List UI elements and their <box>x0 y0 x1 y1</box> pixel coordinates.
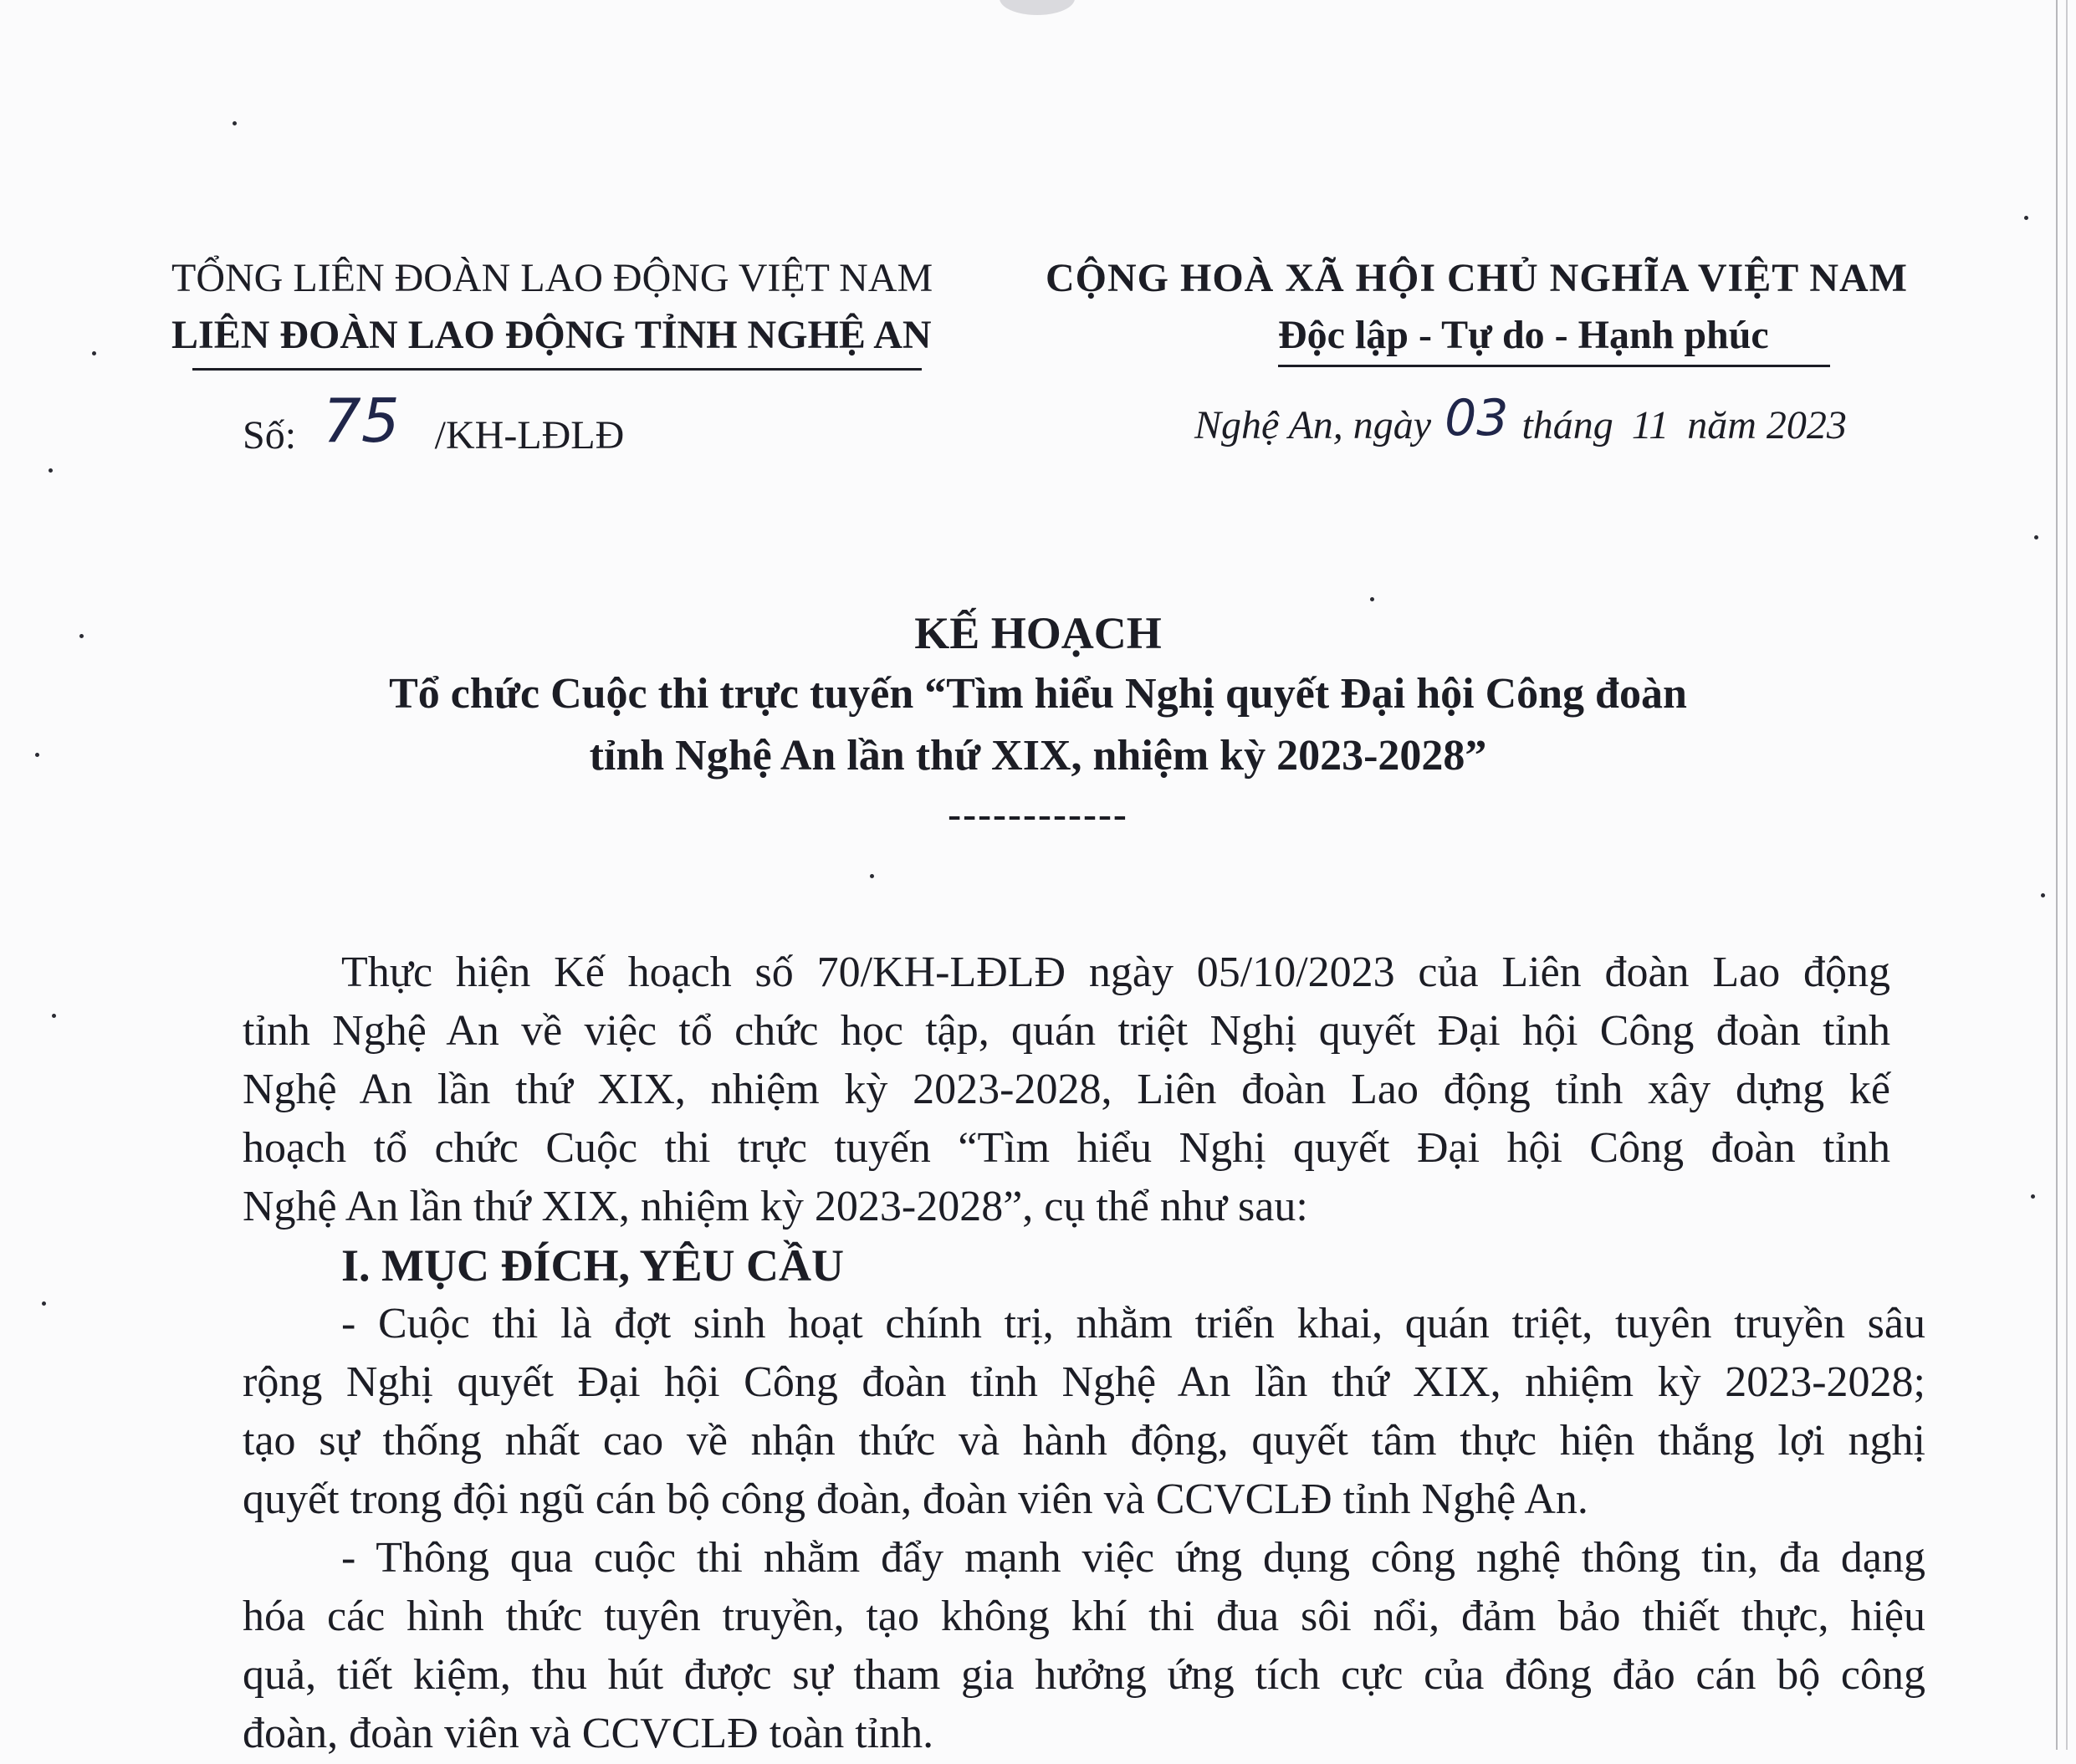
intro-line-5: Nghệ An lần thứ XIX, nhiệm kỳ 2023-2028”, cụ thể như sau: <box>243 1183 1308 1230</box>
bullet1-line-1: - Cuộc thi là đợt sinh hoạt chính trị, nhằm triển khai, quán triệt, tuyên truyền sâu <box>341 1300 1925 1347</box>
scan-speck <box>2024 216 2028 220</box>
doc-number-suffix: /KH-LĐLĐ <box>434 413 625 458</box>
intro-line-3: Nghệ An lần thứ XIX, nhiệm kỳ 2023-2028, Liên đoàn Lao động tỉnh xây dựng kế <box>243 1066 1890 1113</box>
scan-speck <box>35 753 39 757</box>
scan-speck <box>42 1301 46 1306</box>
document-subtitle-line1: Tổ chức Cuộc thi trực tuyến “Tìm hiểu Nghị quyết Đại hội Công đoàn <box>389 670 1687 718</box>
scan-smudge <box>1000 0 1075 15</box>
doc-date-line <box>1194 389 1847 451</box>
doc-number-handwritten: 75 <box>323 386 400 456</box>
header-org-name: LIÊN ĐOÀN LAO ĐỘNG TỈNH NGHỆ AN <box>171 313 932 357</box>
doc-number-line <box>243 386 625 463</box>
intro-line-4: hoạch tổ chức Cuộc thi trực tuyến “Tìm hiểu Nghị quyết Đại hội Công đoàn tỉnh <box>243 1124 1890 1172</box>
header-right-underline <box>1278 365 1830 367</box>
date-year: 2023 <box>1766 403 1847 447</box>
bullet1-line-4: quyết trong đội ngũ cán bộ công đoàn, đoàn viên và CCVCLĐ tỉnh Nghệ An. <box>243 1475 1588 1523</box>
bullet2-line-3: quả, tiết kiệm, thu hút được sự tham gia hưởng ứng tích cực của đông đảo cán bộ công <box>243 1651 1925 1699</box>
document-title: KẾ HOẠCH <box>914 608 1162 658</box>
document-subtitle-line2: tỉnh Nghệ An lần thứ XIX, nhiệm kỳ 2023-2028” <box>589 732 1487 780</box>
date-month: 11 <box>1631 403 1669 447</box>
bullet2-line-1: - Thông qua cuộc thi nhằm đẩy mạnh việc ứng dụng công nghệ thông tin, đa dạng <box>341 1534 1925 1582</box>
scan-speck <box>2031 1194 2035 1199</box>
header-org-parent: TỔNG LIÊN ĐOÀN LAO ĐỘNG VIỆT NAM <box>171 256 933 300</box>
bullet1-line-2: rộng Nghị quyết Đại hội Công đoàn tỉnh Nghệ An lần thứ XIX, nhiệm kỳ 2023-2028; <box>243 1358 1925 1406</box>
scan-edge-line <box>2066 0 2068 1750</box>
section-heading-purpose: I. MỤC ĐÍCH, YÊU CẦU <box>341 1240 844 1291</box>
header-country-name: CỘNG HOÀ XÃ HỘI CHỦ NGHĨA VIỆT NAM <box>1046 256 1908 300</box>
header-left-underline <box>192 368 922 371</box>
scan-speck <box>52 1014 56 1018</box>
scan-speck <box>870 874 874 878</box>
scan-speck <box>2041 893 2045 897</box>
title-divider: ------------ <box>948 792 1128 836</box>
bullet2-line-2: hóa các hình thức tuyên truyền, tạo không khí thi đua sôi nổi, đảm bảo thiết thực, hiệu <box>243 1593 1925 1640</box>
scan-speck <box>79 634 84 638</box>
bullet2-line-4: đoàn, đoàn viên và CCVCLĐ toàn tỉnh. <box>243 1710 934 1757</box>
scan-speck <box>49 468 53 473</box>
scan-edge-line <box>2056 0 2058 1750</box>
scan-speck <box>92 351 96 355</box>
header-motto: Độc lập - Tự do - Hạnh phúc <box>1278 313 1769 357</box>
doc-number-prefix: Số: <box>243 413 297 458</box>
intro-line-1: Thực hiện Kế hoạch số 70/KH-LĐLĐ ngày 05/10/2023 của Liên đoàn Lao động <box>341 948 1890 996</box>
bullet1-line-3: tạo sự thống nhất cao về nhận thức và hành động, quyết tâm thực hiện thắng lợi nghị <box>243 1417 1925 1465</box>
date-month-label: tháng <box>1521 403 1613 447</box>
scan-speck <box>233 121 237 125</box>
scan-speck <box>1370 597 1374 601</box>
date-place-prefix: Nghệ An, ngày <box>1194 403 1432 447</box>
date-year-label: năm <box>1687 403 1756 447</box>
scan-speck <box>2034 535 2038 539</box>
date-handwritten-day: 03 <box>1445 389 1509 447</box>
intro-line-2: tỉnh Nghệ An về việc tổ chức học tập, quán triệt Nghị quyết Đại hội Công đoàn tỉnh <box>243 1007 1890 1055</box>
